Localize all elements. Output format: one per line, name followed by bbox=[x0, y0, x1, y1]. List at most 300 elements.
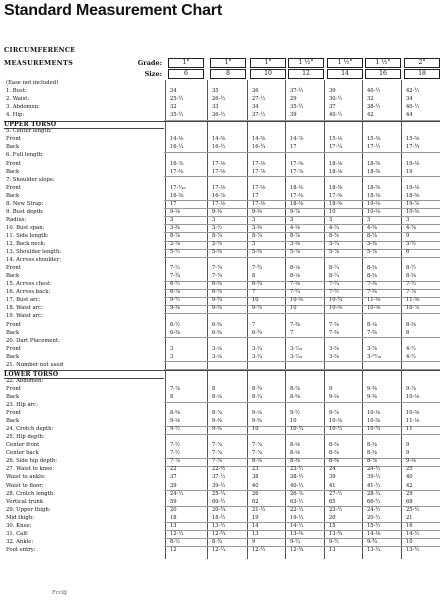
measurement-value: 16 bbox=[406, 522, 413, 529]
measurement-value: 3-⅜ bbox=[367, 241, 378, 247]
measurement-value: 5-⅝ bbox=[252, 249, 263, 256]
measurement-value: 40-½ bbox=[367, 88, 381, 95]
measurement-value: 7-⅞ bbox=[252, 442, 263, 449]
measurement-value: 3 bbox=[290, 216, 294, 223]
measurement-value: 11-⅛ bbox=[367, 297, 381, 304]
measurement-value: 4-¼ bbox=[329, 224, 340, 231]
row-label: 27. Waist to knee: bbox=[6, 466, 55, 473]
measurement-value: 3-¼ bbox=[329, 241, 340, 247]
measurement-value: 19-⅞ bbox=[406, 200, 420, 207]
row-label: 13. Shoulder length: bbox=[6, 249, 62, 256]
row-label: Back bbox=[6, 273, 20, 280]
measurement-value: 7-½ bbox=[406, 281, 417, 288]
measurement-value: 3-¹⁵⁄₁₆ bbox=[367, 353, 382, 360]
measurement-value: 3-⅝ bbox=[252, 224, 263, 231]
measurement-value: 7-¾ bbox=[252, 265, 263, 272]
measurement-value: 5-⅞ bbox=[329, 249, 340, 256]
measurement-value: 18-⅜ bbox=[290, 200, 304, 207]
measurement-value: 8-½ bbox=[170, 538, 181, 545]
page-title: Standard Measurement Chart bbox=[4, 2, 222, 19]
measurement-value: 4-½ bbox=[406, 345, 417, 352]
measurement-value: 37-½ bbox=[290, 88, 304, 95]
measurement-value: 10 bbox=[406, 538, 413, 545]
measurement-value: 3-⅛ bbox=[290, 241, 301, 247]
measurement-value: 10-⅛ bbox=[367, 410, 381, 417]
measurement-value: 3 bbox=[329, 216, 333, 223]
measurement-value: 7-½ bbox=[329, 289, 340, 296]
measurement-value: 5-⅝ bbox=[212, 249, 223, 256]
measurement-value: 4-⅞ bbox=[406, 224, 417, 231]
grade-label: Grade: bbox=[137, 59, 162, 67]
measurement-value: 10 bbox=[290, 305, 297, 312]
size-cell: 8 bbox=[210, 69, 246, 79]
row-label: 14. Across shoulder: bbox=[6, 257, 62, 264]
measurement-value: 17-⅜ bbox=[252, 200, 266, 207]
measurement-value: 3-⅛ bbox=[212, 353, 223, 360]
row-label: Front bbox=[6, 385, 21, 392]
row-rule bbox=[164, 458, 440, 459]
measurement-value: 39 bbox=[290, 112, 297, 119]
row-label: 15. Across chest: bbox=[6, 281, 52, 288]
grade-size-header bbox=[4, 58, 440, 80]
measurement-value: 7-⅞ bbox=[170, 385, 181, 392]
measurement-value: 22 bbox=[170, 466, 177, 473]
measurement-value: 19-½ bbox=[290, 514, 304, 521]
measurement-value: 17-¹⁄₁₆ bbox=[170, 184, 186, 191]
measurement-value: 9-¾ bbox=[212, 297, 223, 304]
measurement-value: 9-⅞ bbox=[329, 410, 340, 417]
row-label: 25. Hip depth: bbox=[6, 434, 45, 441]
measurement-value: 9-⅞ bbox=[406, 385, 417, 392]
row-label: 21. Number not used bbox=[6, 361, 63, 368]
measurement-value: 10-¾ bbox=[329, 297, 343, 304]
row-rule bbox=[164, 224, 440, 225]
measurement-value: 17-¾ bbox=[406, 144, 420, 151]
measurement-value: 7-⅜ bbox=[329, 329, 340, 336]
measurement-value: 13 bbox=[329, 546, 336, 553]
grade-cell: 1 ½° bbox=[288, 58, 324, 68]
measurement-value: 6-¾ bbox=[252, 329, 263, 336]
measurement-value: 10-¾ bbox=[367, 426, 381, 433]
measurement-value: 9 bbox=[406, 232, 410, 239]
measurement-value: 3 bbox=[170, 216, 174, 223]
measurement-value: 39 bbox=[329, 474, 336, 481]
measurement-value: 3 bbox=[367, 216, 371, 223]
row-label: 18. Waist arc: bbox=[6, 305, 43, 312]
measurement-value: 8-⅜ bbox=[290, 458, 301, 465]
measurement-value: 39 bbox=[329, 88, 336, 95]
measurement-value: 32 bbox=[367, 96, 374, 103]
row-rule bbox=[164, 313, 440, 314]
size-cell: 6 bbox=[168, 69, 204, 79]
measurement-value: 3-¼ bbox=[252, 345, 263, 352]
measurement-value: 8-⅜ bbox=[329, 450, 340, 457]
measurement-value: 10-⅝ bbox=[406, 410, 420, 417]
measurement-value: 10-⅜ bbox=[406, 208, 420, 215]
measurement-value: 7-⅝ bbox=[367, 329, 378, 336]
measurement-value: 18-⅜ bbox=[367, 168, 381, 175]
measurement-value: 7-⅜ bbox=[367, 281, 378, 288]
measurement-value: 38 bbox=[252, 474, 259, 481]
measurement-value: 9-½ bbox=[170, 426, 181, 433]
section-rule bbox=[4, 121, 440, 122]
row-label: 17. Bust arc: bbox=[6, 297, 41, 304]
measurement-value: 16-⅞ bbox=[170, 160, 184, 167]
measurement-value: 13-½ bbox=[406, 546, 420, 553]
measurement-value: 23-½ bbox=[290, 466, 304, 473]
row-label: Vertical trunk bbox=[6, 498, 44, 505]
measurement-value: 7-½ bbox=[170, 265, 181, 272]
measurement-value: 8-⅞ bbox=[290, 232, 301, 239]
measurement-value: 34 bbox=[170, 88, 177, 95]
measurement-value: 8-⅝ bbox=[170, 410, 181, 417]
measurement-value: 40 bbox=[406, 474, 413, 481]
row-label: Back bbox=[6, 144, 20, 151]
measurement-value: 37-½ bbox=[212, 474, 226, 481]
row-rule bbox=[164, 216, 440, 217]
measurement-value: 7 bbox=[252, 289, 256, 296]
measurement-value: 13 bbox=[252, 530, 259, 537]
measurement-value: 7-⅞ bbox=[406, 289, 417, 296]
measurement-value: 40-½ bbox=[290, 482, 304, 489]
measurement-value: 9-⅜ bbox=[212, 208, 223, 215]
measurement-value: 62 bbox=[252, 498, 259, 505]
measurement-value: 9-⅛ bbox=[406, 458, 417, 465]
measurement-value: 7-¾ bbox=[170, 273, 181, 280]
measurement-value: 29 bbox=[290, 96, 297, 103]
measurement-value: 18-⅝ bbox=[406, 192, 420, 199]
row-rule bbox=[164, 241, 440, 242]
row-label: 5. Center length: bbox=[6, 128, 52, 135]
measurement-value: 10-⅝ bbox=[367, 418, 381, 425]
row-rule bbox=[164, 434, 440, 435]
row-label: 16. Across back: bbox=[6, 289, 51, 296]
row-rule bbox=[164, 402, 440, 403]
measurement-value: 7-⅝ bbox=[367, 289, 378, 296]
measurement-value: 17-⅜ bbox=[212, 184, 226, 191]
measurement-value: 37 bbox=[170, 474, 177, 481]
measurement-value: 15-½ bbox=[367, 522, 381, 529]
measurement-value: 16-¾ bbox=[252, 144, 266, 151]
measurement-value: 8-⅞ bbox=[290, 385, 301, 392]
measurement-value: 10 bbox=[252, 297, 259, 304]
measurement-value: 40 bbox=[252, 482, 259, 489]
measurement-value: 9-⅝ bbox=[212, 305, 223, 312]
measurement-value: 44 bbox=[406, 112, 413, 119]
measurement-value: 9-⅝ bbox=[252, 208, 263, 215]
measurement-value: 9-⅜ bbox=[367, 385, 378, 392]
measurement-value: 17-⅛ bbox=[212, 160, 226, 167]
measurement-value: 60-½ bbox=[212, 498, 226, 505]
measurement-value: 39-½ bbox=[367, 474, 381, 481]
measurement-value: 9 bbox=[406, 450, 410, 457]
measurement-value: 42 bbox=[406, 482, 413, 489]
measurement-value: 7-⅞ bbox=[212, 273, 223, 280]
row-label: Foot entry: bbox=[6, 546, 36, 553]
measurement-value: 18-⅛ bbox=[329, 168, 343, 175]
measurement-value: 17 bbox=[170, 200, 177, 207]
measurement-value: 3-⅛ bbox=[212, 345, 223, 352]
section-heading-circumference: CIRCUMFERENCE bbox=[4, 46, 76, 54]
row-rule bbox=[164, 305, 440, 306]
measurement-value: 8-⅝ bbox=[290, 393, 301, 400]
measurement-value: 8 bbox=[212, 385, 216, 392]
measurement-value: 41 bbox=[329, 482, 336, 489]
measurement-value: 29 bbox=[406, 490, 413, 497]
measurement-value: 18-⅛ bbox=[329, 160, 343, 167]
measurement-value: 23 bbox=[252, 466, 259, 473]
measurement-value: 59 bbox=[170, 498, 177, 505]
measurement-value: 8-¾ bbox=[212, 538, 223, 545]
measurement-value: 17-⅞ bbox=[252, 168, 266, 175]
measurement-value: 27-½ bbox=[329, 490, 343, 497]
measurement-value: 36-½ bbox=[212, 112, 226, 119]
measurement-value: 9-¾ bbox=[367, 538, 378, 545]
measurement-value: 17-⅜ bbox=[252, 160, 266, 167]
measurement-value: 35-½ bbox=[290, 104, 304, 111]
measurement-value: 8-⅝ bbox=[367, 442, 378, 449]
measurement-value: 3 bbox=[252, 216, 256, 223]
measurement-value: 3-⅜ bbox=[170, 224, 181, 231]
grade-row bbox=[4, 58, 440, 68]
measurement-value: 10 bbox=[290, 418, 297, 425]
row-rule bbox=[164, 257, 440, 258]
measurement-value: 18 bbox=[170, 514, 177, 521]
measurement-value: 18-⅛ bbox=[290, 184, 304, 191]
measurement-value: 18-⅝ bbox=[367, 184, 381, 191]
measurement-value: 17-⅛ bbox=[212, 200, 226, 207]
measurement-value: 2-⅞ bbox=[212, 241, 223, 247]
row-label: 1. Bust: bbox=[6, 88, 27, 95]
row-label: 23. Hip arc: bbox=[6, 402, 38, 408]
measurement-value: 8-⅞ bbox=[170, 232, 181, 239]
measurement-value: 3 bbox=[170, 353, 174, 360]
row-label: 11. Side length: bbox=[6, 232, 49, 239]
measurement-value: 8-¼ bbox=[252, 393, 263, 400]
section-rule bbox=[4, 370, 440, 371]
measurement-value: 13-¼ bbox=[367, 546, 381, 553]
measurement-value: 8 bbox=[252, 273, 256, 280]
measurement-value: 24-½ bbox=[170, 490, 184, 497]
measurement-value: 3 bbox=[406, 216, 410, 223]
row-label: Front bbox=[6, 321, 21, 328]
measurement-value: 8-½ bbox=[406, 265, 417, 272]
row-label: Back bbox=[6, 192, 20, 199]
measurement-value: 22-½ bbox=[290, 506, 304, 513]
measurement-value: 10-⅝ bbox=[367, 305, 381, 312]
measurement-value: 8-¼ bbox=[329, 265, 340, 272]
row-label: 20. Dart Placement: bbox=[6, 337, 60, 344]
measurement-value: 8-⅝ bbox=[367, 450, 378, 457]
row-rule bbox=[164, 361, 440, 362]
measurement-value: 10-⅛ bbox=[406, 393, 420, 400]
measurement-value: 24-½ bbox=[367, 506, 381, 513]
measurement-value: 37 bbox=[329, 104, 336, 111]
measurement-value: 40-½ bbox=[406, 104, 420, 111]
measurement-value: 32 bbox=[170, 104, 177, 111]
row-label: Back bbox=[6, 353, 20, 360]
measurement-value: 30-½ bbox=[329, 96, 343, 103]
row-label: 12. Back neck: bbox=[6, 241, 46, 247]
size-cell: 14 bbox=[327, 69, 363, 79]
measurement-value: 7-⅜ bbox=[290, 321, 301, 328]
measurement-value: 14-½ bbox=[406, 530, 420, 537]
measurement-value: 10 bbox=[329, 208, 336, 215]
size-row bbox=[4, 69, 440, 79]
measurement-value: 7-¼ bbox=[290, 289, 301, 296]
measurement-value: 8 bbox=[170, 393, 174, 400]
measurement-value: 14-⅛ bbox=[367, 530, 381, 537]
measurement-value: 3-⁷⁄₁₆ bbox=[290, 353, 303, 360]
measurement-value: 8-⅛ bbox=[290, 442, 301, 449]
measurement-value: 18-½ bbox=[212, 514, 226, 521]
measurement-value: 7-⅞ bbox=[212, 450, 223, 457]
measurement-value: 8-⅝ bbox=[406, 321, 417, 328]
measurement-value: 7-⅞ bbox=[252, 450, 263, 457]
row-label: 32. Ankle: bbox=[6, 538, 34, 545]
row-label: 6. Full length: bbox=[6, 152, 44, 159]
measurement-value: 11 bbox=[406, 426, 413, 433]
measurement-value: 6-⅜ bbox=[170, 329, 181, 336]
measurement-value: 4-½ bbox=[406, 353, 417, 360]
measurement-value: 27-½ bbox=[252, 96, 266, 103]
measurement-value: 6-⅝ bbox=[212, 281, 223, 288]
row-rule bbox=[164, 208, 440, 209]
measurement-value: 9-⅜ bbox=[212, 418, 223, 425]
measurement-value: 17-⅜ bbox=[170, 168, 184, 175]
measurement-value: 20-½ bbox=[367, 514, 381, 521]
row-label: 8. New Strap: bbox=[6, 200, 44, 207]
row-label: Front bbox=[6, 265, 21, 272]
measurement-value: 3-⅝ bbox=[329, 345, 340, 352]
measurement-value: 8-⅛ bbox=[290, 450, 301, 457]
measurement-value: 21 bbox=[406, 514, 413, 521]
measurement-value: 8-⅛ bbox=[290, 265, 301, 272]
measurement-value: 17-½ bbox=[367, 144, 381, 151]
grade-cell: 1° bbox=[210, 58, 246, 68]
row-rule bbox=[164, 337, 440, 338]
measurement-value: 17-¼ bbox=[329, 144, 343, 151]
measurement-value: 3-¼ bbox=[252, 353, 263, 360]
measurement-value: 19-⅛ bbox=[406, 160, 420, 167]
size-cell: 10 bbox=[250, 69, 286, 79]
footer-mark: Fcc@ bbox=[52, 590, 68, 596]
row-label: Radius: bbox=[6, 216, 27, 223]
grade-cell: 1 ½° bbox=[327, 58, 363, 68]
measurement-value: 19-⅛ bbox=[406, 184, 420, 191]
measurement-value: 37-½ bbox=[252, 112, 266, 119]
measurement-value: 14-½ bbox=[290, 522, 304, 529]
row-label: Back bbox=[6, 168, 20, 175]
measurement-value: 3-⁷⁄₁₆ bbox=[290, 345, 303, 352]
measurement-value: 11-⅝ bbox=[406, 297, 420, 304]
measurement-value: 17-⅝ bbox=[212, 168, 226, 175]
measurement-value: 9 bbox=[252, 538, 256, 545]
section-heading: LOWER TORSO bbox=[4, 370, 59, 378]
measurement-value: 7-¼ bbox=[329, 281, 340, 288]
measurement-value: 34 bbox=[252, 104, 259, 111]
measurement-value: 7-⅞ bbox=[170, 458, 181, 465]
measurement-value: 8-⅞ bbox=[212, 232, 223, 239]
measurement-value: 19-⅛ bbox=[367, 200, 381, 207]
measurement-value: 9-⅝ bbox=[212, 426, 223, 433]
row-label: 31. Calf: bbox=[6, 530, 29, 537]
measurement-value: 8-⅛ bbox=[212, 393, 223, 400]
measurement-value: 6-½ bbox=[170, 321, 181, 328]
grade-cell: 1° bbox=[168, 58, 204, 68]
measurement-value: 3-⅝ bbox=[329, 353, 340, 360]
row-label: 2. Waist: bbox=[6, 96, 30, 103]
measurement-value: 15-⅜ bbox=[367, 136, 381, 143]
row-label: 29. Upper thigh: bbox=[6, 506, 51, 513]
measurement-value: 66-½ bbox=[367, 498, 381, 505]
measurement-value: 8-⅜ bbox=[367, 265, 378, 272]
measurement-value: 8-⅝ bbox=[329, 458, 340, 465]
measurement-value: 12-¾ bbox=[212, 530, 226, 537]
measurement-value: 17-⅝ bbox=[290, 160, 304, 167]
measurement-value: 8-⅞ bbox=[252, 232, 263, 239]
measurement-value: 6-⅝ bbox=[212, 321, 223, 328]
measurement-value: 24 bbox=[329, 466, 336, 473]
row-rule bbox=[164, 176, 440, 177]
measurement-value: 20 bbox=[170, 506, 177, 513]
measurement-value: 8-⅞ bbox=[367, 232, 378, 239]
measurement-value: 7-½ bbox=[170, 442, 181, 449]
grade-cell: 1 ½° bbox=[365, 58, 401, 68]
measurement-value: 25 bbox=[406, 466, 413, 473]
measurement-value: 8-⅛ bbox=[252, 458, 263, 465]
measurement-value: 9-⅛ bbox=[170, 418, 181, 425]
measurement-value: 28-¼ bbox=[367, 490, 381, 497]
measurement-value: 25-¼ bbox=[212, 490, 226, 497]
row-rule bbox=[164, 249, 440, 250]
measurement-value: 17-⅞ bbox=[290, 168, 304, 175]
measurement-value: 9-⅝ bbox=[367, 393, 378, 400]
row-rule bbox=[164, 281, 440, 282]
measurement-value: 9-⅝ bbox=[252, 418, 263, 425]
measurement-value: 3 bbox=[252, 241, 256, 247]
measurement-value: 10-⅜ bbox=[329, 418, 343, 425]
measurement-value: 3 bbox=[212, 216, 216, 223]
measurement-value: 8-⅞ bbox=[329, 232, 340, 239]
measurement-value: 11-⅛ bbox=[406, 418, 420, 425]
measurement-value: 23-½ bbox=[329, 506, 343, 513]
measurement-value: 7-⅞ bbox=[212, 265, 223, 272]
measurement-value: 42 bbox=[367, 112, 374, 119]
measurement-value: 14-⅝ bbox=[252, 136, 266, 143]
measurement-value: 39-½ bbox=[212, 482, 226, 489]
measurement-value: 26-½ bbox=[212, 96, 226, 103]
measurement-value: 38-½ bbox=[367, 104, 381, 111]
measurement-value: 42-½ bbox=[406, 88, 420, 95]
grade-cell: 2° bbox=[404, 58, 440, 68]
row-label: Waist to ankle: bbox=[6, 474, 46, 481]
measurement-value: 33 bbox=[212, 104, 219, 111]
row-rule bbox=[164, 232, 440, 233]
measurement-value: 34 bbox=[406, 96, 413, 103]
row-label: 22. Abdomen: bbox=[6, 377, 44, 384]
measurement-value: 9-½ bbox=[170, 297, 181, 304]
measurement-value: 6-⅞ bbox=[170, 289, 181, 296]
measurement-value: 3-½ bbox=[406, 241, 417, 247]
measurement-value: 38-½ bbox=[290, 474, 304, 481]
measurement-value: 12-½ bbox=[170, 530, 184, 537]
measurement-value: 9-⅞ bbox=[290, 208, 301, 215]
measurement-value: 10-½ bbox=[329, 426, 343, 433]
measurement-value: 9-½ bbox=[329, 538, 340, 545]
row-label: Front bbox=[6, 136, 21, 143]
row-label: 26. Side hip depth: bbox=[6, 458, 58, 465]
